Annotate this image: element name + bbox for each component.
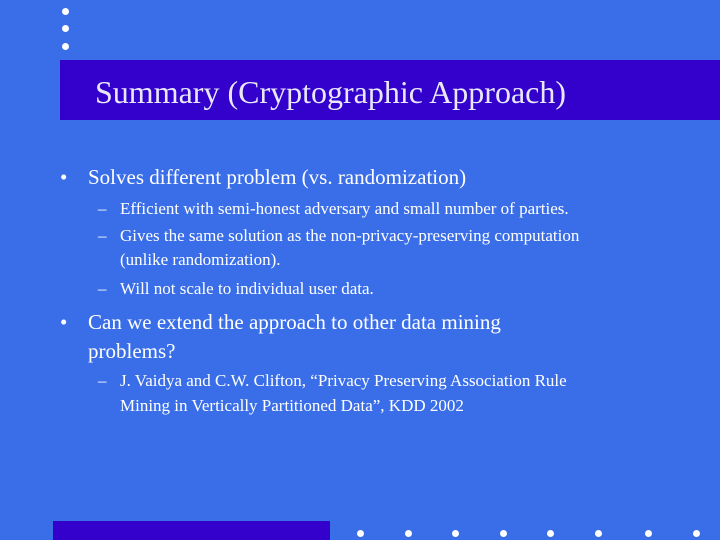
decor-dot xyxy=(693,530,700,537)
bullet-marker: • xyxy=(60,310,68,334)
slide-title: Summary (Cryptographic Approach) xyxy=(95,74,566,110)
sub-bullet-marker: – xyxy=(98,226,107,245)
decor-dot xyxy=(595,530,602,537)
sub-bullet-marker: – xyxy=(98,279,107,298)
sub-bullet-text: Will not scale to individual user data. xyxy=(120,279,374,298)
decor-dot xyxy=(452,530,459,537)
sub-bullet-text-cont: (unlike randomization). xyxy=(120,250,281,269)
bullet-text: Solves different problem (vs. randomization) xyxy=(88,165,467,189)
bottom-bar xyxy=(53,521,330,540)
decor-dot xyxy=(357,530,364,537)
sub-bullet-text: Gives the same solution as the non-privacy-preserving computation xyxy=(120,226,580,245)
bullet-text: Can we extend the approach to other data mining xyxy=(88,310,501,334)
sub-bullet-text: Efficient with semi-honest adversary and small number of parties. xyxy=(120,199,569,218)
bullet-marker: • xyxy=(60,165,68,189)
decor-dot xyxy=(645,530,652,537)
bullet-text-cont: problems? xyxy=(88,339,176,363)
decor-dot xyxy=(405,530,412,537)
sub-bullet-marker: – xyxy=(98,371,107,390)
sub-bullet-text-cont: Mining in Vertically Partitioned Data”, KDD 2002 xyxy=(120,396,464,415)
sub-bullet-text: J. Vaidya and C.W. Clifton, “Privacy Preserving Association Rule xyxy=(120,371,567,390)
sub-bullet-marker: – xyxy=(98,199,107,218)
decor-dot xyxy=(547,530,554,537)
decor-dot xyxy=(500,530,507,537)
